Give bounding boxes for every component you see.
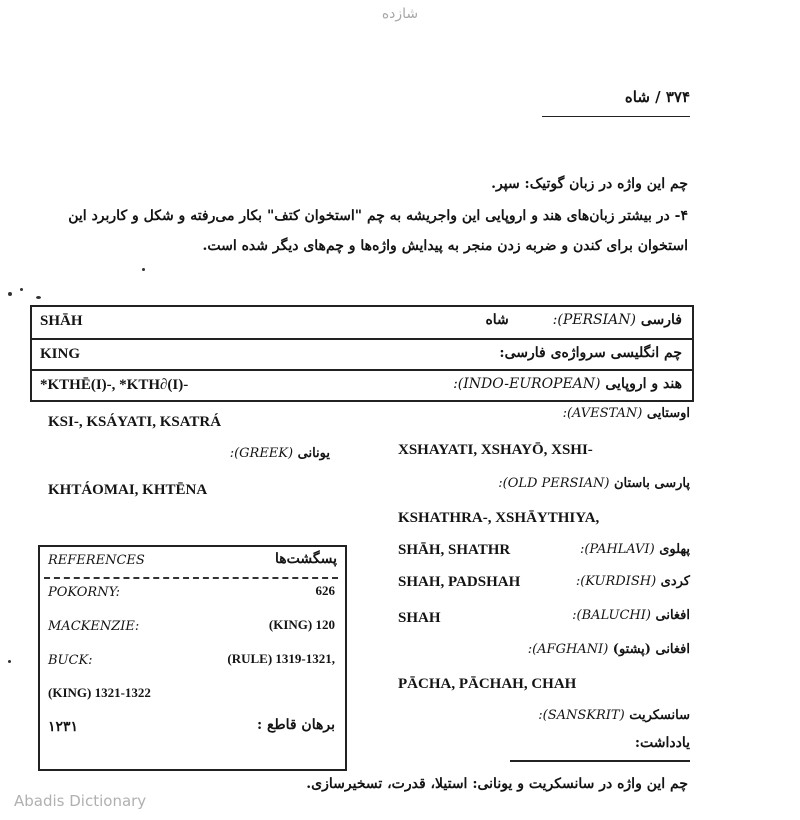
headword-latin: SHĀH xyxy=(40,313,83,329)
reference-source: POKORNY: xyxy=(48,585,120,600)
references-header-fa: پسگشت‌ها xyxy=(274,551,337,567)
reference-page: (RULE) 1319-1321, xyxy=(227,651,335,666)
lang-pahlavi: پهلوی (PAHLAVI): xyxy=(579,542,690,557)
kurdish-word: SHAH, PADSHAH xyxy=(398,574,521,590)
headword-row xyxy=(32,307,692,338)
site-title: شازده xyxy=(381,6,419,22)
baluchi-word: SHAH xyxy=(398,610,441,626)
references-divider xyxy=(44,577,338,579)
note-rule xyxy=(510,760,690,762)
indo-european-root: *KTHĒ(I)-, *KTH∂(I)- xyxy=(40,377,189,393)
lang-sanskrit: سانسکریت (SANSKRIT): xyxy=(538,708,690,723)
english-meaning-label: چم انگلیسی سرواژه‌ی فارسی: xyxy=(499,345,682,361)
old-persian-word: KSHATHRA-, XSHĀYTHIYA, xyxy=(398,510,600,526)
lang-avestan: اوستایی (AVESTAN): xyxy=(562,406,690,421)
page-header: ۳۷۴ / شاه xyxy=(624,88,690,106)
reference-page: ۱۲۳۱ xyxy=(48,719,79,735)
headword-box xyxy=(30,305,694,402)
indo-european-row xyxy=(32,369,692,402)
note-text: چم این واژه در سانسکریت و یونانی: استیلا، قدرت، تسخیرسازی. xyxy=(306,776,688,792)
reference-page: (KING) 120 xyxy=(268,617,335,632)
lang-baluchi: افغانی (BALUCHI): xyxy=(572,608,690,623)
reference-page: 626 xyxy=(315,583,335,598)
scan-speck xyxy=(20,288,23,291)
lang-kurdish: کردی (KURDISH): xyxy=(575,574,690,589)
indo-european-label: هند و اروپایی (INDO-EUROPEAN): xyxy=(453,376,682,392)
afghani-word: PĀCHA, PĀCHAH, CHAH xyxy=(398,676,577,692)
note-label: یادداشت: xyxy=(634,735,690,751)
pahlavi-word: SHĀH, SHATHR xyxy=(398,542,511,558)
lang-afghani: افغانی (پشتو) (AFGHANI): xyxy=(527,642,690,657)
english-meaning: KING xyxy=(40,346,81,362)
sanskrit-word: KSI-, KSÁYATI, KSATRÁ xyxy=(48,414,222,430)
reference-page: (KING) 1321-1322 xyxy=(48,685,151,700)
paragraph-line: ۴- در بیشتر زبان‌های هند و اروپایی این واجریشه به چم "استخوان کتف" بکار می‌رفته و شکل و کاربرد این xyxy=(68,208,688,224)
greek-word: KHTÁOMAI, KHTĒNA xyxy=(48,482,208,498)
references-box xyxy=(38,545,347,771)
headword-persian: فارسی (PERSIAN): شاه xyxy=(485,312,682,328)
reference-source: MACKENZIE: xyxy=(48,619,140,634)
reference-source: برهان قاطع : xyxy=(256,717,335,733)
avestan-word: XSHAYATI, XSHAYŌ, XSHI- xyxy=(398,442,593,458)
footer-brand: Abadis Dictionary xyxy=(14,792,147,810)
lang-old-persian: پارسی باستان (OLD PERSIAN): xyxy=(498,476,690,491)
paragraph-line: چم این واژه در زبان گوتیک: سپر. xyxy=(491,176,688,192)
header-rule xyxy=(542,116,690,117)
reference-source: BUCK: xyxy=(48,653,93,668)
references-header-en: REFERENCES xyxy=(48,553,145,568)
english-meaning-row xyxy=(32,338,692,371)
scan-speck xyxy=(142,268,145,271)
scan-speck xyxy=(36,296,41,299)
scan-speck xyxy=(8,660,11,663)
scan-speck xyxy=(8,292,12,296)
lang-greek: یونانی (GREEK): xyxy=(229,446,330,461)
paragraph-line: استخوان برای کندن و ضربه زدن منجر به پیدایش واژه‌ها و چم‌های دیگر شده است. xyxy=(202,238,688,254)
